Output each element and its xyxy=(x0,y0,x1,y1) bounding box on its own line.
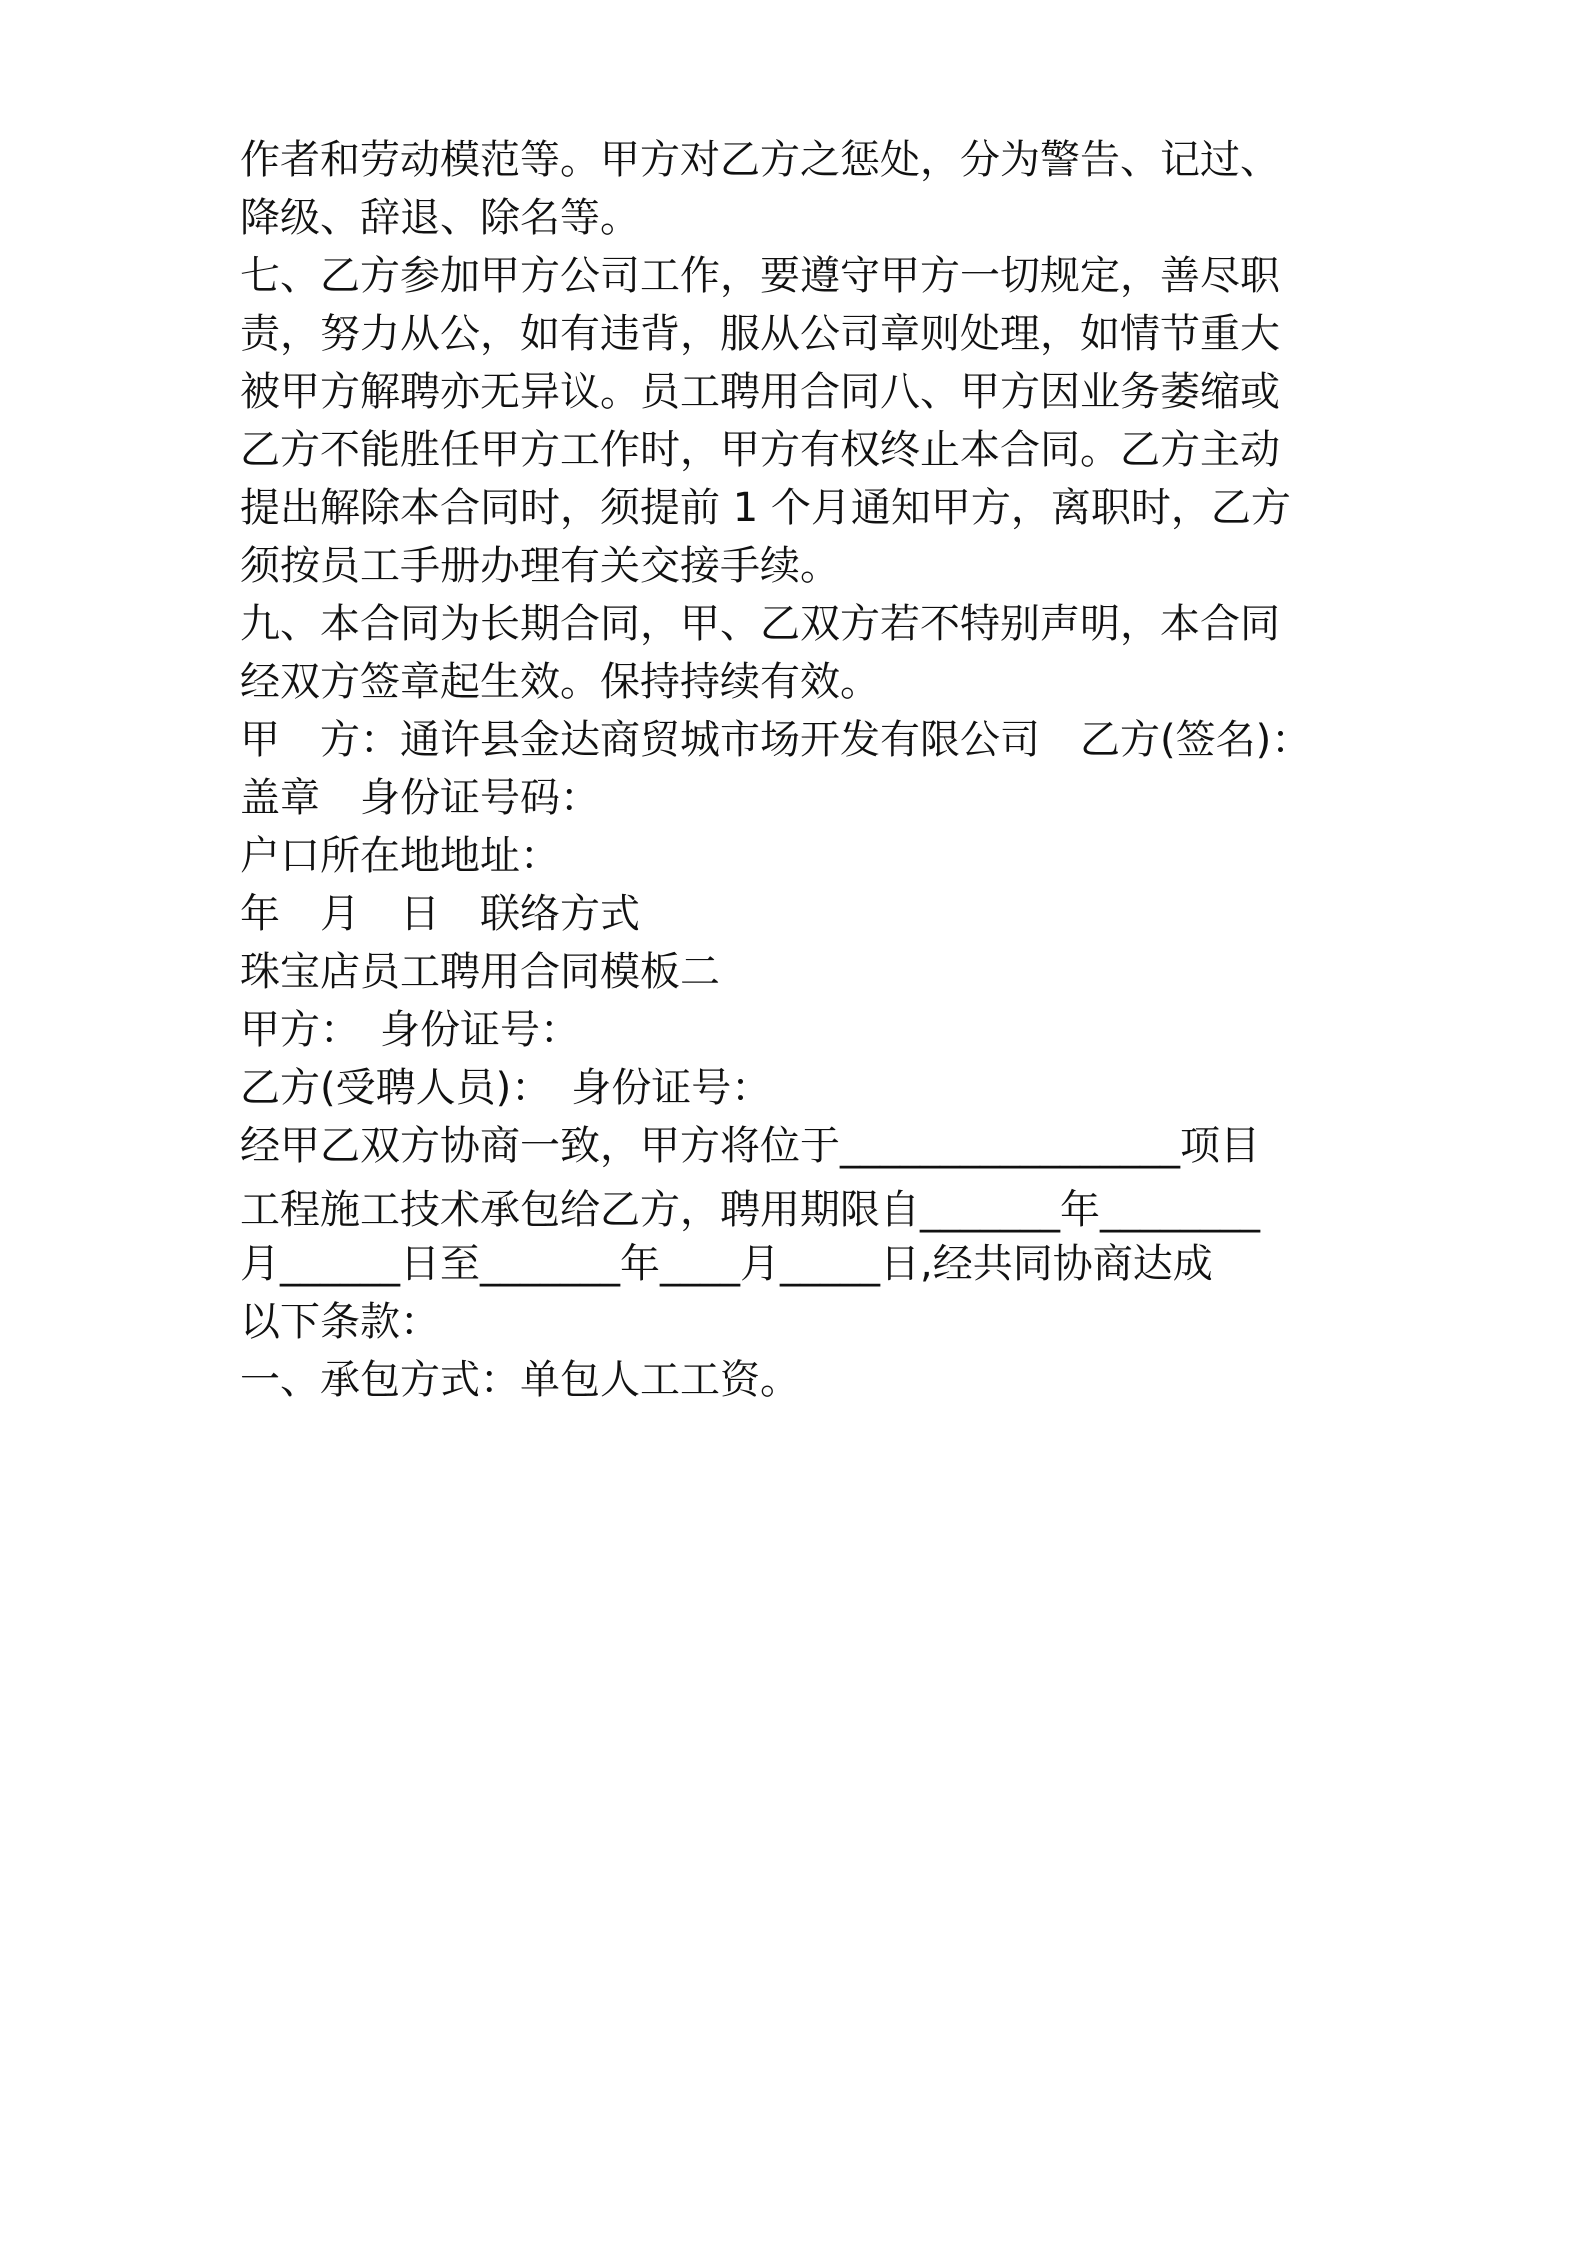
text-line: 经甲乙双方协商一致，甲方将位于_________________项目 xyxy=(240,1123,1260,1169)
text-line: 经双方签章起生效。保持持续有效。 xyxy=(240,659,880,705)
text-line: 须按员工手册办理有关交接手续。 xyxy=(240,543,840,589)
text-line: 作者和劳动模范等。甲方对乙方之惩处，分为警告、记过、 xyxy=(240,137,1280,183)
text-line: 工程施工技术承包给乙方，聘用期限自_______年________ xyxy=(240,1187,1260,1233)
text-line: 盖章 身份证号码： xyxy=(240,775,600,821)
text-line: 甲 方：通许县金达商贸城市场开发有限公司 乙方(签名)： xyxy=(240,717,1312,763)
text-line: 户口所在地地址： xyxy=(240,833,560,879)
text-line: 责，努力从公，如有违背，服从公司章则处理，如情节重大 xyxy=(240,311,1280,357)
text-line: 九、本合同为长期合同，甲、乙双方若不特别声明，本合同 xyxy=(240,601,1280,647)
text-line: 以下条款： xyxy=(240,1299,440,1345)
text-line: 月______日至_______年____月_____日,经共同协商达成 xyxy=(240,1241,1213,1287)
text-line: 甲方： 身份证号： xyxy=(240,1007,580,1053)
section-heading: 珠宝店员工聘用合同模板二 xyxy=(240,949,720,995)
text-line: 年 月 日 联络方式 xyxy=(240,891,640,937)
text-line: 乙方不能胜任甲方工作时，甲方有权终止本合同。乙方主动 xyxy=(240,427,1280,473)
text-line: 提出解除本合同时，须提前 1 个月通知甲方，离职时，乙方 xyxy=(240,485,1291,531)
text-line: 乙方(受聘人员)： 身份证号： xyxy=(240,1065,772,1111)
text-line: 降级、辞退、除名等。 xyxy=(240,195,640,241)
text-line: 七、乙方参加甲方公司工作，要遵守甲方一切规定，善尽职 xyxy=(240,253,1280,299)
text-line: 一、承包方式：单包人工工资。 xyxy=(240,1357,800,1403)
text-line: 被甲方解聘亦无异议。员工聘用合同八、甲方因业务萎缩或 xyxy=(240,369,1280,415)
